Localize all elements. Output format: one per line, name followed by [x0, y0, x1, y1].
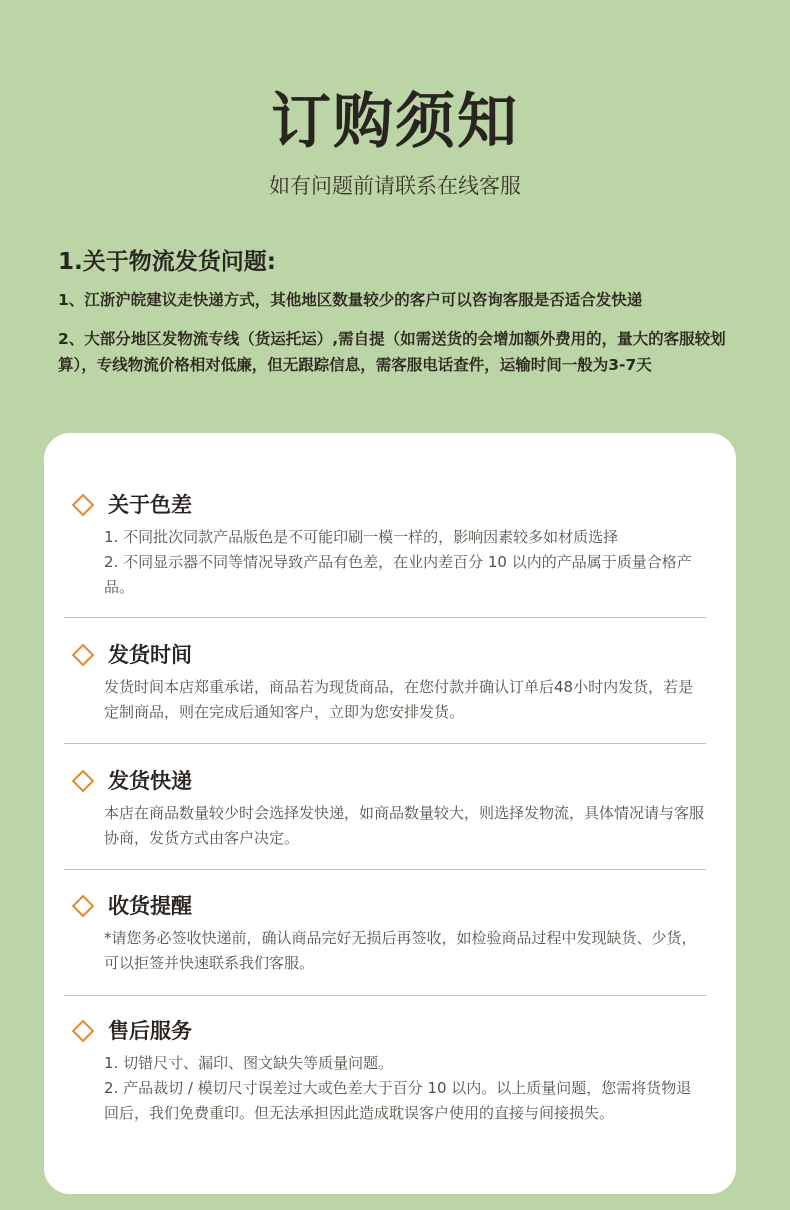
- notice-title: 收货提醒: [108, 894, 192, 918]
- notice-line: 发货时间本店郑重承诺，商品若为现货商品，在您付款并确认订单后48小时内发货，若是定制商品，则在完成后通知客户，立即为您安排发货。: [104, 678, 694, 721]
- notice-color-difference: [64, 489, 706, 600]
- notice-card: [44, 433, 736, 1194]
- notice-line: 1. 不同批次同款产品版色是不可能印刷一模一样的，影响因素较多如材质选择: [104, 528, 619, 546]
- notice-line: 1. 切错尺寸、漏印、图文缺失等质量问题。: [104, 1054, 394, 1072]
- logistics-item-1: 1、江浙沪皖建议走快递方式，其他地区数量较少的客户可以咨询客服是否适合发快递: [58, 291, 643, 309]
- page-subtitle: 如有问题前请联系在线客服: [269, 174, 521, 198]
- notice-title: 发货快递: [108, 769, 192, 793]
- notice-title: 关于色差: [108, 493, 192, 517]
- diamond-icon: [72, 770, 95, 793]
- notice-line: 2. 不同显示器不同等情况导致产品有色差，在业内差百分 10 以内的产品属于质量合格产品。: [104, 553, 692, 596]
- diamond-icon: [72, 1020, 95, 1043]
- notice-shipping-time: [64, 639, 706, 725]
- notice-line: 本店在商品数量较少时会选择发快递，如商品数量较大，则选择发物流，具体情况请与客服协商，发货方式由客户决定。: [104, 804, 705, 847]
- diamond-icon: [72, 644, 95, 667]
- notice-shipping-express: [64, 765, 706, 851]
- divider: [64, 995, 706, 996]
- diamond-icon: [72, 494, 95, 517]
- notice-title: 售后服务: [108, 1019, 192, 1043]
- notice-line: *请您务必签收快递前，确认商品完好无损后再签收，如检验商品过程中发现缺货、少货，可以拒签并快速联系我们客服。: [104, 929, 697, 972]
- divider: [64, 869, 706, 870]
- notice-after-sales: [64, 1015, 706, 1126]
- divider: [64, 617, 706, 618]
- divider: [64, 743, 706, 744]
- notice-receiving-reminder: [64, 890, 706, 976]
- notice-title: 发货时间: [108, 643, 192, 667]
- logistics-item-2: 2、大部分地区发物流专线（货运托运）,需自提（如需送货的会增加额外费用的，量大的客服较划算），专线物流价格相对低廉，但无跟踪信息，需客服电话查件，运输时间一般为3-7天: [58, 330, 726, 374]
- notice-line: 2. 产品裁切 / 模切尺寸误差过大或色差大于百分 10 以内。以上质量问题，您需将货物退回后，我们免费重印。但无法承担因此造成耽误客户使用的直接与间接损失。: [104, 1079, 692, 1122]
- logistics-heading: 1.关于物流发货问题:: [58, 249, 276, 275]
- diamond-icon: [72, 895, 95, 918]
- page-title: 订购须知: [271, 87, 519, 157]
